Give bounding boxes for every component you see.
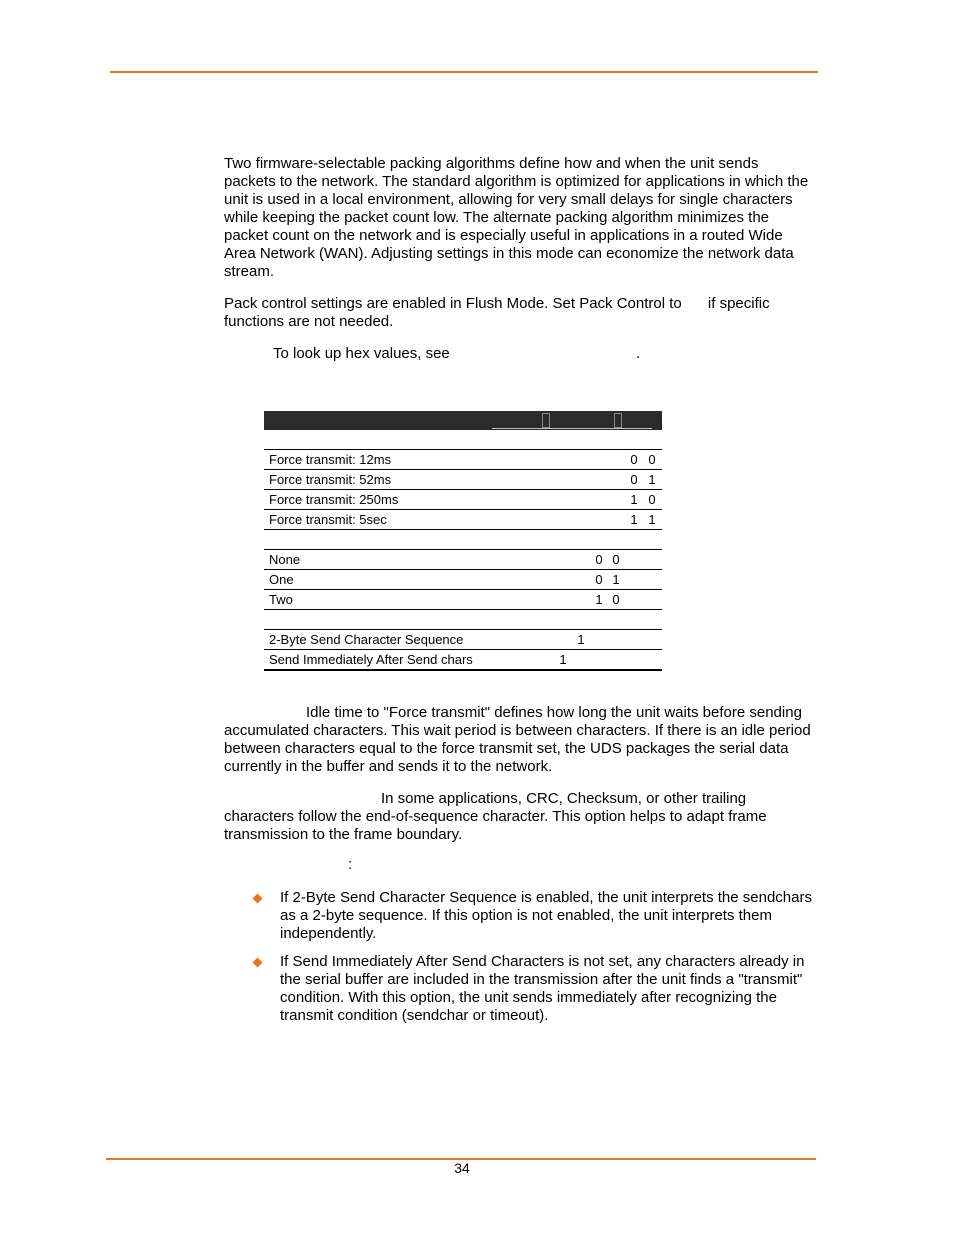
table-row: None 0 0 xyxy=(264,550,662,570)
pack-control-text-b: if specific functions are not needed. xyxy=(224,295,770,330)
table-row: One 0 1 xyxy=(264,570,662,590)
hex-note-end: . xyxy=(636,345,641,362)
send-chars-section-header xyxy=(264,610,662,630)
table-header xyxy=(264,411,662,430)
trailing-chars-paragraph: In some applications, CRC, Checksum, or other trailing characters follow the end-of-sequence character. This option helps to adapt frame transmission to the frame boundary. xyxy=(224,790,767,843)
table-row: Send Immediately After Send chars 1 xyxy=(264,650,662,671)
table-row: Force transmit: 250ms 1 0 xyxy=(264,490,662,510)
bullet-diamond-icon xyxy=(253,894,263,904)
table-row: 2-Byte Send Character Sequence 1 xyxy=(264,630,662,650)
idle-time-paragraph: Idle time to "Force transmit" defines how long the unit waits before sending accumulated characters. This wait period is between characters. If there is an idle period between characters equal to the force transmit set, the UDS packages the serial data currently in the buffer and sends it to the network. xyxy=(224,704,811,775)
intro-paragraph: Two firmware-selectable packing algorithms define how and when the unit sends packets to the network. The standard algorithm is optimized for applications in which the unit is used in a local environment, allowing for very small delays for single characters while keeping the packet count low. The alternate packing algorithm minimizes the packet count on the network and is especially useful in applications in a routed Wide Area Network (WAN). Adjusting settings in this mode can economize the network data stream. xyxy=(224,155,809,280)
bullet-diamond-icon xyxy=(253,958,263,968)
page-number: 34 xyxy=(454,1160,470,1176)
hex-note: To look up hex values, see xyxy=(273,345,450,362)
pack-control-text-a: Pack control settings are enabled in Flush Mode. Set Pack Control to xyxy=(224,295,682,312)
trailing-chars-section-header xyxy=(264,530,662,550)
header-rule xyxy=(110,71,818,73)
pack-control-table xyxy=(264,411,662,671)
send-chars-intro: : xyxy=(348,856,353,873)
idle-time-section-header xyxy=(264,430,662,450)
table-row: Two 1 0 xyxy=(264,590,662,610)
table-row: Force transmit: 12ms 0 0 xyxy=(264,450,662,470)
table-row: Force transmit: 52ms 0 1 xyxy=(264,470,662,490)
pack-control-paragraph xyxy=(224,295,814,331)
table-row: Force transmit: 5sec 1 1 xyxy=(264,510,662,530)
